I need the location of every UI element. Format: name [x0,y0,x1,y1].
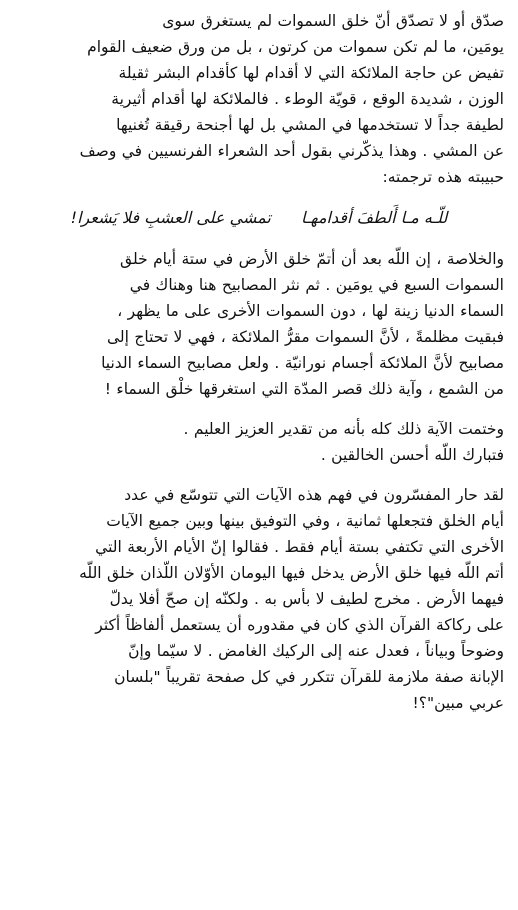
verse-second-half: تمشي على العشبِ فلا يَشعرا! [70,208,271,227]
text-line: السموات السبع في يومَين . ثم نثر المصابيح هنا وهناك في [129,276,504,294]
text-line: عن المشي . وهذا يذكّرني بقول أحد الشعراء الفرنسيين في وصف [79,142,504,160]
paragraph-4 [14,482,504,716]
text-line: حبيبته هذه ترجمته: [382,168,504,186]
text-line: وضوحاً وبياناً ، فعدل عنه إلى الركيك الغامض . لا سيّما وإنّ [128,642,504,660]
text-line: على ركاكة القرآن الذي كان في مقدوره أن يستعمل ألفاظاً أكثر [95,616,504,634]
text-line: أيام الخلق فتجعلها ثمانية ، وفي التوفيق بينها وبين جميع الآيات [106,512,504,530]
text-line: مصابيح لأنَّ الملائكة أجسام نورانيّة . ولعل مصابيح السماء الدنيا [101,354,504,372]
text-line: الأخرى التي تكتفي بستة أيام فقط . فقالوا إنّ الأيام الأربعة التي [95,538,504,556]
text-line: والخلاصة ، إن اللّه بعد أن أتمّ خلق الأرض في ستة أيام خلق [120,250,504,268]
text-line: من الشمع ، وآية ذلك قصر المدّة التي استغرقها خلْق السماء ! [104,380,504,398]
text-line: يومَين، ما لم تكن سموات من كرتون ، بل من ورق ضعيف القوام [87,38,504,56]
text-line: فيهما الأرض . مخرج لطيف لا بأس به . ولكنّه إن صحّ أفلا يدلّ [109,590,504,608]
text-line: تفيض عن حاجة الملائكة التي لا أقدام لها كأقدام البشر ثقيلة [118,64,504,82]
paragraph-1 [14,8,504,190]
paragraph-2 [14,246,504,402]
text-line: لطيفة جداً لا تستخدمها في المشي بل لها أجنحة رقيقة تُغنيها [116,116,504,134]
text-line: أتم اللّه فيها خلق الأرض يدخل فيها اليومان الأوّلان اللّذان خلق اللّه [79,564,504,582]
text-line: السماء الدنيا زينة لها ، دون السموات الأخرى على ما يظهر ، [117,302,504,320]
text-line: فبقيت مظلمةً ، لأنَّ السموات مقرُّ الملائكة ، فهي لا تحتاج إلى [107,328,504,346]
verse-first-half: للّـه مـا أَلطفَ أقدامهـا [301,208,448,227]
text-line: فتبارك اللّه أحسن الخالقين . [320,446,504,464]
text-line: عربي مبين"؟! [412,694,504,712]
document-page [14,8,504,902]
text-line: الوزن ، شديدة الوقع ، قويّة الوطء . فالملائكة لها أقدام أثيرية [111,90,504,108]
poem-verse [14,204,504,232]
text-line: وختمت الآية ذلك كله بأنه من تقدير العزيز العليم . [183,420,504,438]
text-line: صدّق أو لا تصدّق أنّ خلق السموات لم يستغرق سوى [162,12,504,30]
text-line: الإبانة صفة ملازمة للقرآن تتكرر في كل صفحة تقريباً "بلسان [114,668,504,686]
text-line: لقد حار المفسّرون في فهم هذه الآيات التي تتوسّع في عدد [124,486,504,504]
paragraph-3 [14,416,504,468]
